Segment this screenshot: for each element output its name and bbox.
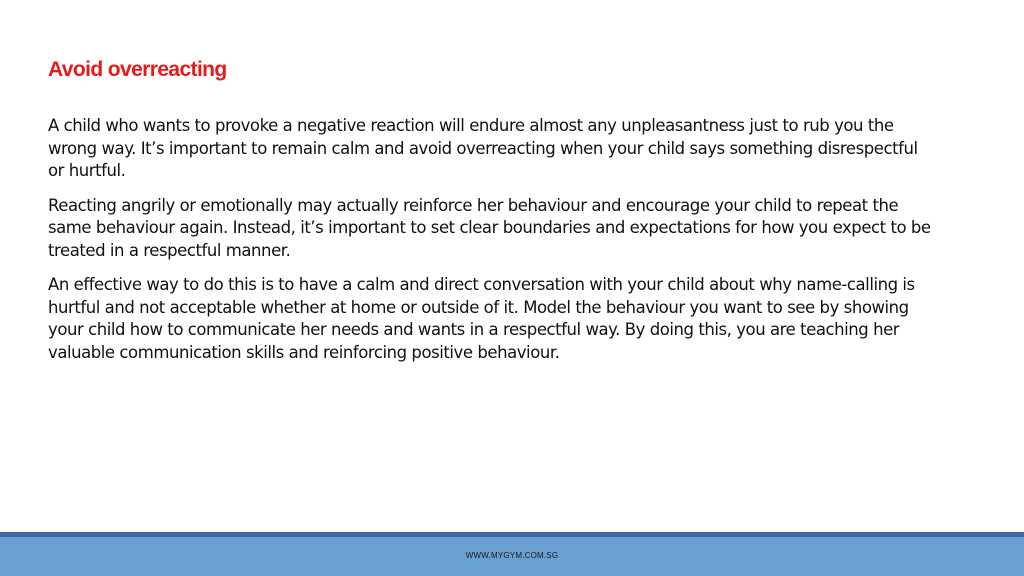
paragraph-3: An effective way to do this is to have a calm and direct conversation with your child about why name-calling is hurtful and not acceptable whether at home or outside of it. Model the behaviour you want to see by showing your child how to communicate her needs and wants in a respectful way. By doing this, you are teaching her valuable communication skills and reinforcing positive behaviour. bbox=[48, 275, 915, 362]
slide-body bbox=[48, 115, 938, 376]
footer-website: WWW.MYGYM.COM.SG bbox=[465, 551, 559, 560]
paragraph-1: A child who wants to provoke a negative reaction will endure almost any unpleasantness just to rub you the wrong way. It’s important to remain calm and avoid overreacting when your child says something disrespectful or hurtful. bbox=[48, 116, 918, 180]
paragraph-2: Reacting angrily or emotionally may actually reinforce her behaviour and encourage your child to repeat the same behaviour again. Instead, it’s important to set clear boundaries and expectations for how you expect to be treated in a respectful manner. bbox=[48, 195, 931, 260]
slide-title: Avoid overreacting bbox=[48, 58, 227, 81]
